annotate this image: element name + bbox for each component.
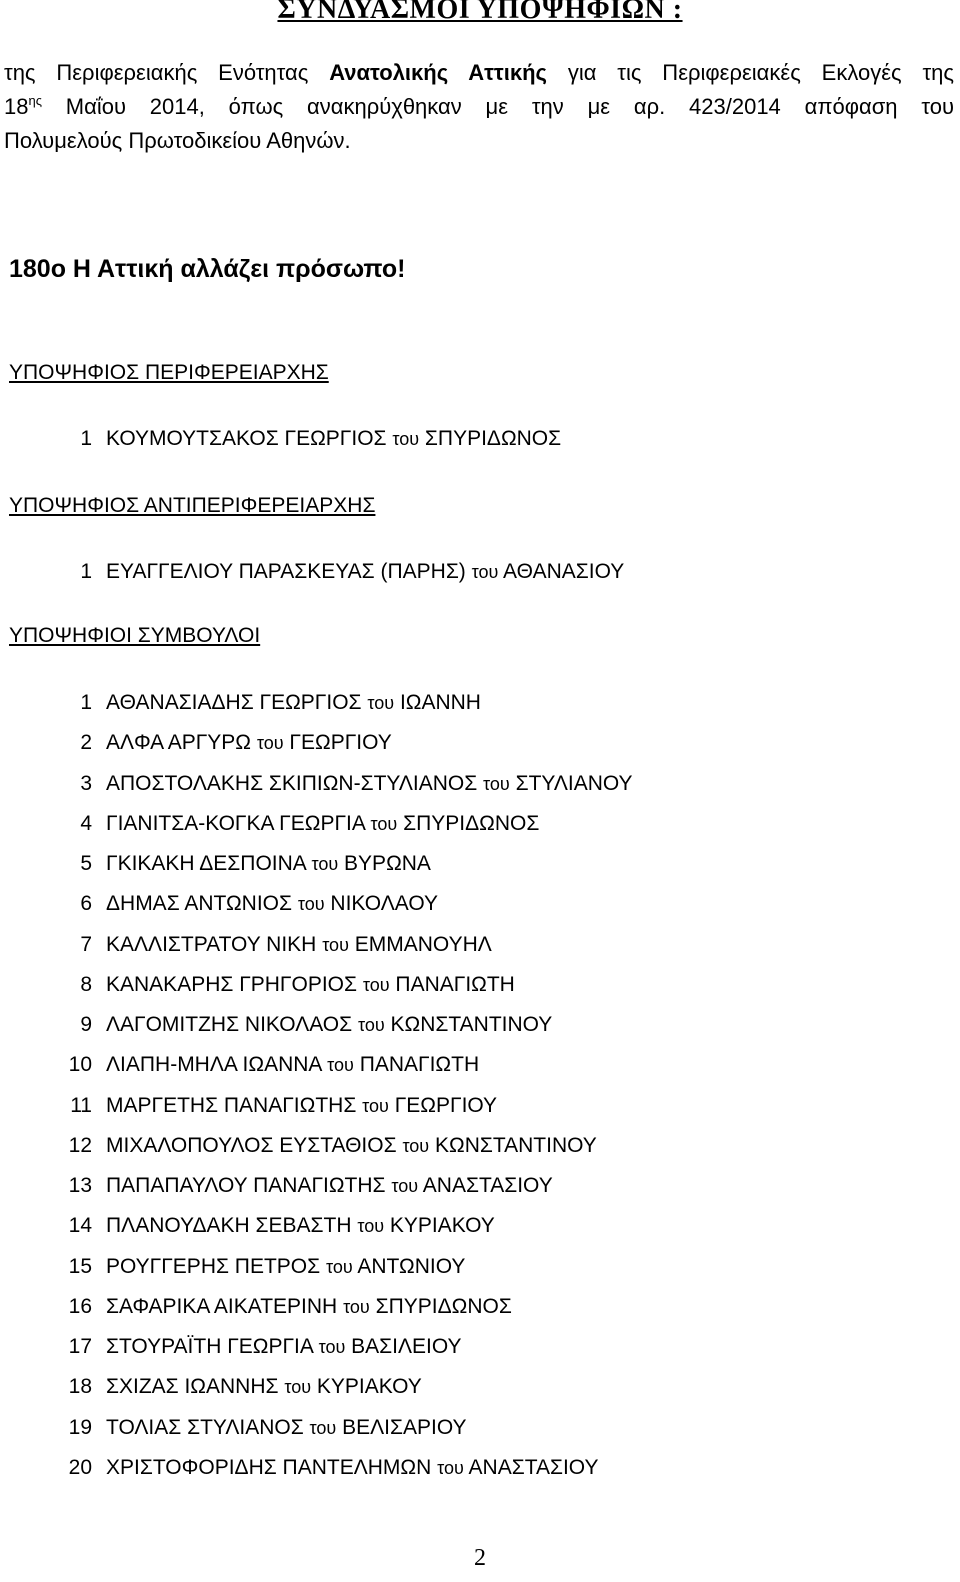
candidate-number: 11 <box>70 1093 92 1117</box>
candidate-name: ΣΑΦΑΡΙΚΑ ΑΙΚΑΤΕΡΙΝΗ <box>106 1294 338 1318</box>
candidate-name: ΠΛΑΝΟΥΔΑΚΗ ΣΕΒΑΣΤΗ <box>106 1214 352 1238</box>
candidate-name: ΧΡΙΣΤΟΦΟΡΙΔΗΣ ΠΑΝΤΕΛΗΜΩΝ <box>106 1455 432 1479</box>
patronymic-prefix: του <box>370 813 398 834</box>
candidate-row <box>0 850 431 878</box>
father-name: ΑΘΑΝΑΣΙΟΥ <box>503 560 625 583</box>
candidate-row <box>0 1051 479 1079</box>
candidate-name: ΔΗΜΑΣ ΑΝΤΩΝΙΟΣ <box>106 892 292 916</box>
candidate-row <box>0 558 624 586</box>
father-name: ΚΩΝΣΤΑΝΤΙΝΟΥ <box>435 1133 597 1157</box>
father-name: ΚΥΡΙΑΚΟΥ <box>316 1375 422 1399</box>
candidate-row <box>0 1293 512 1321</box>
father-name: ΓΕΩΡΓΙΟΥ <box>394 1093 498 1117</box>
candidate-number: 8 <box>80 972 92 996</box>
candidate-name: ΠΑΠΑΠΑΥΛΟΥ ΠΑΝΑΓΙΩΤΗΣ <box>106 1174 386 1197</box>
candidate-number: 9 <box>80 1013 92 1036</box>
candidate-name: ΜΑΡΓΕΤΗΣ ΠΑΝΑΓΙΩΤΗΣ <box>106 1093 357 1117</box>
candidate-row <box>0 971 515 999</box>
patronymic-prefix: του <box>392 429 420 449</box>
father-name: ΠΑΝΑΓΙΩΤΗ <box>359 1053 480 1077</box>
candidate-row <box>0 931 492 959</box>
father-name: ΑΝΑΣΤΑΣΙΟΥ <box>422 1174 553 1197</box>
candidate-name: ΓΙΑΝΙΤΣΑ-ΚΟΓΚΑ ΓΕΩΡΓΙΑ <box>106 811 365 835</box>
candidate-row <box>0 1333 462 1361</box>
candidate-row <box>0 1373 422 1401</box>
patronymic-prefix: του <box>362 974 390 995</box>
candidate-name: ΑΘΑΝΑΣΙΑΔΗΣ ΓΕΩΡΓΙΟΣ <box>106 691 362 714</box>
candidate-number: 12 <box>68 1133 92 1157</box>
candidate-number: 15 <box>68 1254 92 1278</box>
candidate-number: 13 <box>68 1174 92 1197</box>
candidate-number: 1 <box>80 427 92 450</box>
father-name: ΝΙΚΟΛΑΟΥ <box>330 892 438 916</box>
candidate-number: 19 <box>68 1415 92 1439</box>
father-name: ΠΑΝΑΓΙΩΤΗ <box>395 972 515 996</box>
candidate-name: ΣΧΙΖΑΣ ΙΩΑΝΝΗΣ <box>106 1375 279 1399</box>
section-title: ΥΠΟΨΗΦΙΟΙ ΣΥΜΒΟΥΛΟΙ <box>9 624 261 647</box>
father-name: ΓΕΩΡΓΙΟΥ <box>289 731 392 755</box>
father-name: ΣΠΥΡΙΔΩΝΟΣ <box>403 811 540 835</box>
candidate-row <box>0 1011 552 1039</box>
candidate-number: 20 <box>68 1455 92 1479</box>
patronymic-prefix: του <box>343 1296 370 1317</box>
candidate-name: ΛΑΓΟΜΙΤΖΗΣ ΝΙΚΟΛΑΟΣ <box>106 1013 353 1036</box>
father-name: ΑΝΑΣΤΑΣΙΟΥ <box>468 1455 599 1479</box>
patronymic-prefix: του <box>437 1457 464 1478</box>
region-name: Ανατολικής Αττικής <box>329 60 547 85</box>
candidate-number: 2 <box>80 731 92 755</box>
intro-text: Μαΐου 2014, όπως ανακηρύχθηκαν με την με αρ. 423/2014 απόφαση του <box>41 94 954 119</box>
patronymic-prefix: του <box>256 733 284 754</box>
candidate-number: 4 <box>80 811 92 835</box>
patronymic-prefix: του <box>322 934 349 955</box>
ordinal-suffix: ης <box>28 93 42 108</box>
father-name: ΒΥΡΩΝΑ <box>344 852 431 875</box>
candidate-row <box>0 1172 553 1200</box>
candidate-name: ΑΛΦΑ ΑΡΓΥΡΩ <box>106 731 252 755</box>
candidate-number: 7 <box>80 932 92 956</box>
candidate-number: 18 <box>68 1375 92 1399</box>
candidate-row <box>0 1253 465 1281</box>
father-name: ΕΜΜΑΝΟΥΗΛ <box>354 932 492 956</box>
candidate-name: ΚΑΝΑΚΑΡΗΣ ΓΡΗΓΟΡΙΟΣ <box>106 972 357 996</box>
candidate-row <box>0 1092 497 1120</box>
intro-text: της Περιφερειακής Ενότητας <box>4 60 330 85</box>
candidate-name: ΡΟΥΓΓΕΡΗΣ ΠΕΤΡΟΣ <box>106 1254 321 1278</box>
page-number: 2 <box>474 1545 486 1571</box>
candidate-name: ΚΑΛΛΙΣΤΡΑΤΟΥ ΝΙΚΗ <box>106 932 317 956</box>
candidate-row <box>0 1132 597 1160</box>
section-title: ΥΠΟΨΗΦΙΟΣ ΑΝΤΙΠΕΡΙΦΕΡΕΙΑΡΧΗΣ <box>9 494 376 517</box>
father-name: ΚΥΡΙΑΚΟΥ <box>389 1214 495 1238</box>
candidate-number: 1 <box>80 691 92 714</box>
candidate-number: 6 <box>80 892 92 916</box>
intro-text: για τις Περιφερειακές Εκλογές της <box>547 60 955 85</box>
father-name: ΑΝΤΩΝΙΟΥ <box>357 1254 466 1278</box>
patronymic-prefix: του <box>362 1095 389 1116</box>
candidate-name: ΤΟΛΙΑΣ ΣΤΥΛΙΑΝΟΣ <box>106 1415 304 1439</box>
candidate-row <box>0 729 392 757</box>
intro-line-1 <box>4 56 954 90</box>
candidate-number: 1 <box>80 560 92 583</box>
candidate-number: 14 <box>68 1214 92 1238</box>
candidate-row <box>0 689 481 717</box>
candidate-row <box>0 890 438 918</box>
candidate-name: ΜΙΧΑΛΟΠΟΥΛΟΣ ΕΥΣΤΑΘΙΟΣ <box>106 1133 397 1157</box>
patronymic-prefix: του <box>483 773 510 794</box>
party-name: 180ο Η Αττική αλλάζει πρόσωπο! <box>9 255 406 283</box>
patronymic-prefix: του <box>284 1377 312 1398</box>
intro-line-2 <box>4 90 954 124</box>
election-day: 18 <box>4 94 29 119</box>
patronymic-prefix: του <box>357 1216 385 1237</box>
patronymic-prefix: του <box>309 1417 337 1438</box>
patronymic-prefix: του <box>311 854 339 874</box>
father-name: ΣΠΥΡΙΔΩΝΟΣ <box>375 1294 512 1318</box>
candidate-number: 16 <box>68 1294 92 1318</box>
patronymic-prefix: του <box>367 693 395 713</box>
candidate-number: 10 <box>68 1053 92 1077</box>
intro-line-3: Πολυμελούς Πρωτοδικείου Αθηνών. <box>4 128 351 153</box>
section-title: ΥΠΟΨΗΦΙΟΣ ΠΕΡΙΦΕΡΕΙΑΡΧΗΣ <box>9 361 329 384</box>
father-name: ΒΕΛΙΣΑΡΙΟΥ <box>342 1415 467 1439</box>
patronymic-prefix: του <box>297 894 325 915</box>
intro-paragraph <box>4 56 954 158</box>
candidate-name: ΛΙΑΠΗ-ΜΗΛΑ ΙΩΑΝΝΑ <box>106 1053 322 1077</box>
candidate-number: 17 <box>68 1335 92 1358</box>
candidate-row <box>0 770 633 798</box>
patronymic-prefix: του <box>402 1135 430 1156</box>
patronymic-prefix: του <box>391 1176 419 1196</box>
father-name: ΙΩΑΝΝΗ <box>399 691 481 714</box>
candidate-name: ΑΠΟΣΤΟΛΑΚΗΣ ΣΚΙΠΙΩΝ-ΣΤΥΛΙΑΝΟΣ <box>106 771 478 795</box>
father-name: ΣΠΥΡΙΔΩΝΟΣ <box>424 427 562 450</box>
father-name: ΒΑΣΙΛΕΙΟΥ <box>351 1335 462 1358</box>
father-name: ΚΩΝΣΤΑΝΤΙΝΟΥ <box>390 1013 553 1036</box>
candidate-name: ΣΤΟΥΡΑΪΤΗ ΓΕΩΡΓΙΑ <box>106 1335 313 1358</box>
patronymic-prefix: του <box>325 1256 353 1277</box>
father-name: ΣΤΥΛΙΑΝΟΥ <box>515 771 633 795</box>
patronymic-prefix: του <box>471 562 499 582</box>
patronymic-prefix: του <box>327 1055 354 1076</box>
candidate-row <box>0 425 561 453</box>
candidate-name: ΚΟΥΜΟΥΤΣΑΚΟΣ ΓΕΩΡΓΙΟΣ <box>106 427 387 450</box>
patronymic-prefix: του <box>318 1337 346 1357</box>
candidate-number: 5 <box>80 852 92 875</box>
candidate-row <box>0 1212 495 1240</box>
candidate-row <box>0 1414 466 1442</box>
candidate-row <box>0 1454 598 1482</box>
candidate-name: ΕΥΑΓΓΕΛΙΟΥ ΠΑΡΑΣΚΕΥΑΣ (ΠΑΡΗΣ) <box>106 560 466 583</box>
candidate-number: 3 <box>80 771 92 795</box>
document-title: ΣΥΝΔΥΑΣΜΟΙ ΥΠΟΨΗΦΙΩΝ : <box>277 0 683 25</box>
candidate-name: ΓΚΙΚΑΚΗ ΔΕΣΠΟΙΝΑ <box>106 852 306 875</box>
candidate-row <box>0 810 539 838</box>
patronymic-prefix: του <box>357 1015 385 1035</box>
